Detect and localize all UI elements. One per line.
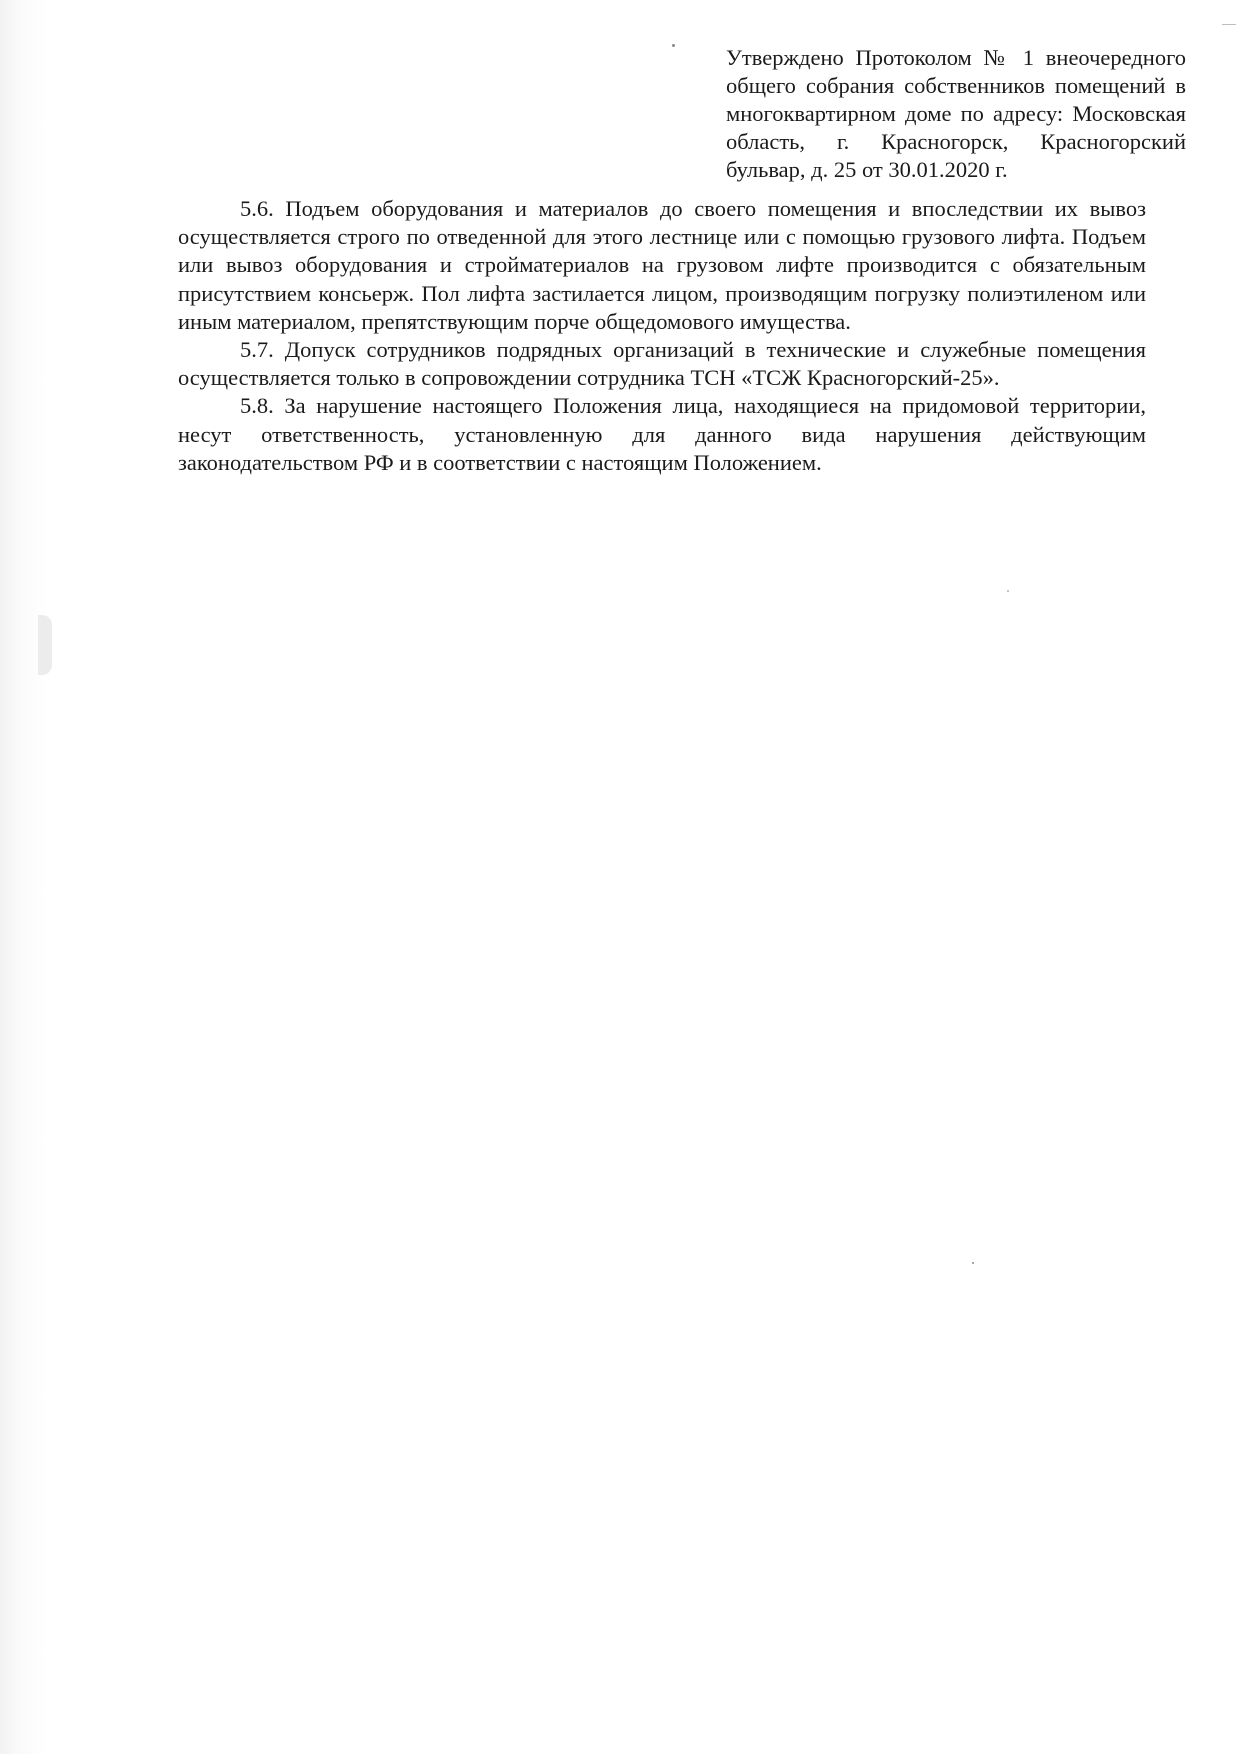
paragraph-5-7 xyxy=(178,336,1146,392)
paragraph-text: Допуск сотрудников подрядных организаций в технические и служебные помещения осуществляется только в сопровождении сотрудника ТСН «ТСЖ Красногорский-25». xyxy=(178,337,1147,391)
scan-notch xyxy=(38,615,52,675)
paragraph-5-8 xyxy=(178,392,1146,477)
paragraph-number: 5.6. xyxy=(240,196,274,221)
approval-note: Утверждено Протоколом № 1 внеочередного общего собрания собственников помещений в многоквартирном доме по адресу: Московская область, г. Красногорск, Красногорский бульвар, д. 25 от 30.01.2020 г. xyxy=(726,45,1186,182)
paragraph-text: За нарушение настоящего Положения лица, находящиеся на придомовой территории, несут ответственность, установленную для данного вида нарушения действующим законодательством РФ и в соответствии с настоящим Положением. xyxy=(178,393,1146,475)
scan-speck xyxy=(672,44,675,47)
document-body xyxy=(178,195,1146,477)
paragraph-text: Подъем оборудования и материалов до своего помещения и впоследствии их вывоз осуществляется строго по отведенной для этого лестнице или с помощью грузового лифта. Подъем или вывоз оборудования и стройматериалов на грузовом лифте производится с обязательным присутствием консьерж. Пол лифта застилается лицом, производящим погрузку полиэтиленом или иным материалом, препятствующим порче общедомового имущества. xyxy=(178,196,1146,334)
scan-speck xyxy=(972,1262,974,1264)
scan-speck xyxy=(1007,590,1009,592)
scan-tick xyxy=(1222,24,1236,25)
paragraph-5-6 xyxy=(178,195,1146,336)
scan-edge xyxy=(0,0,48,1754)
paragraph-number: 5.8. xyxy=(240,393,274,419)
paragraph-number: 5.7. xyxy=(240,337,274,363)
